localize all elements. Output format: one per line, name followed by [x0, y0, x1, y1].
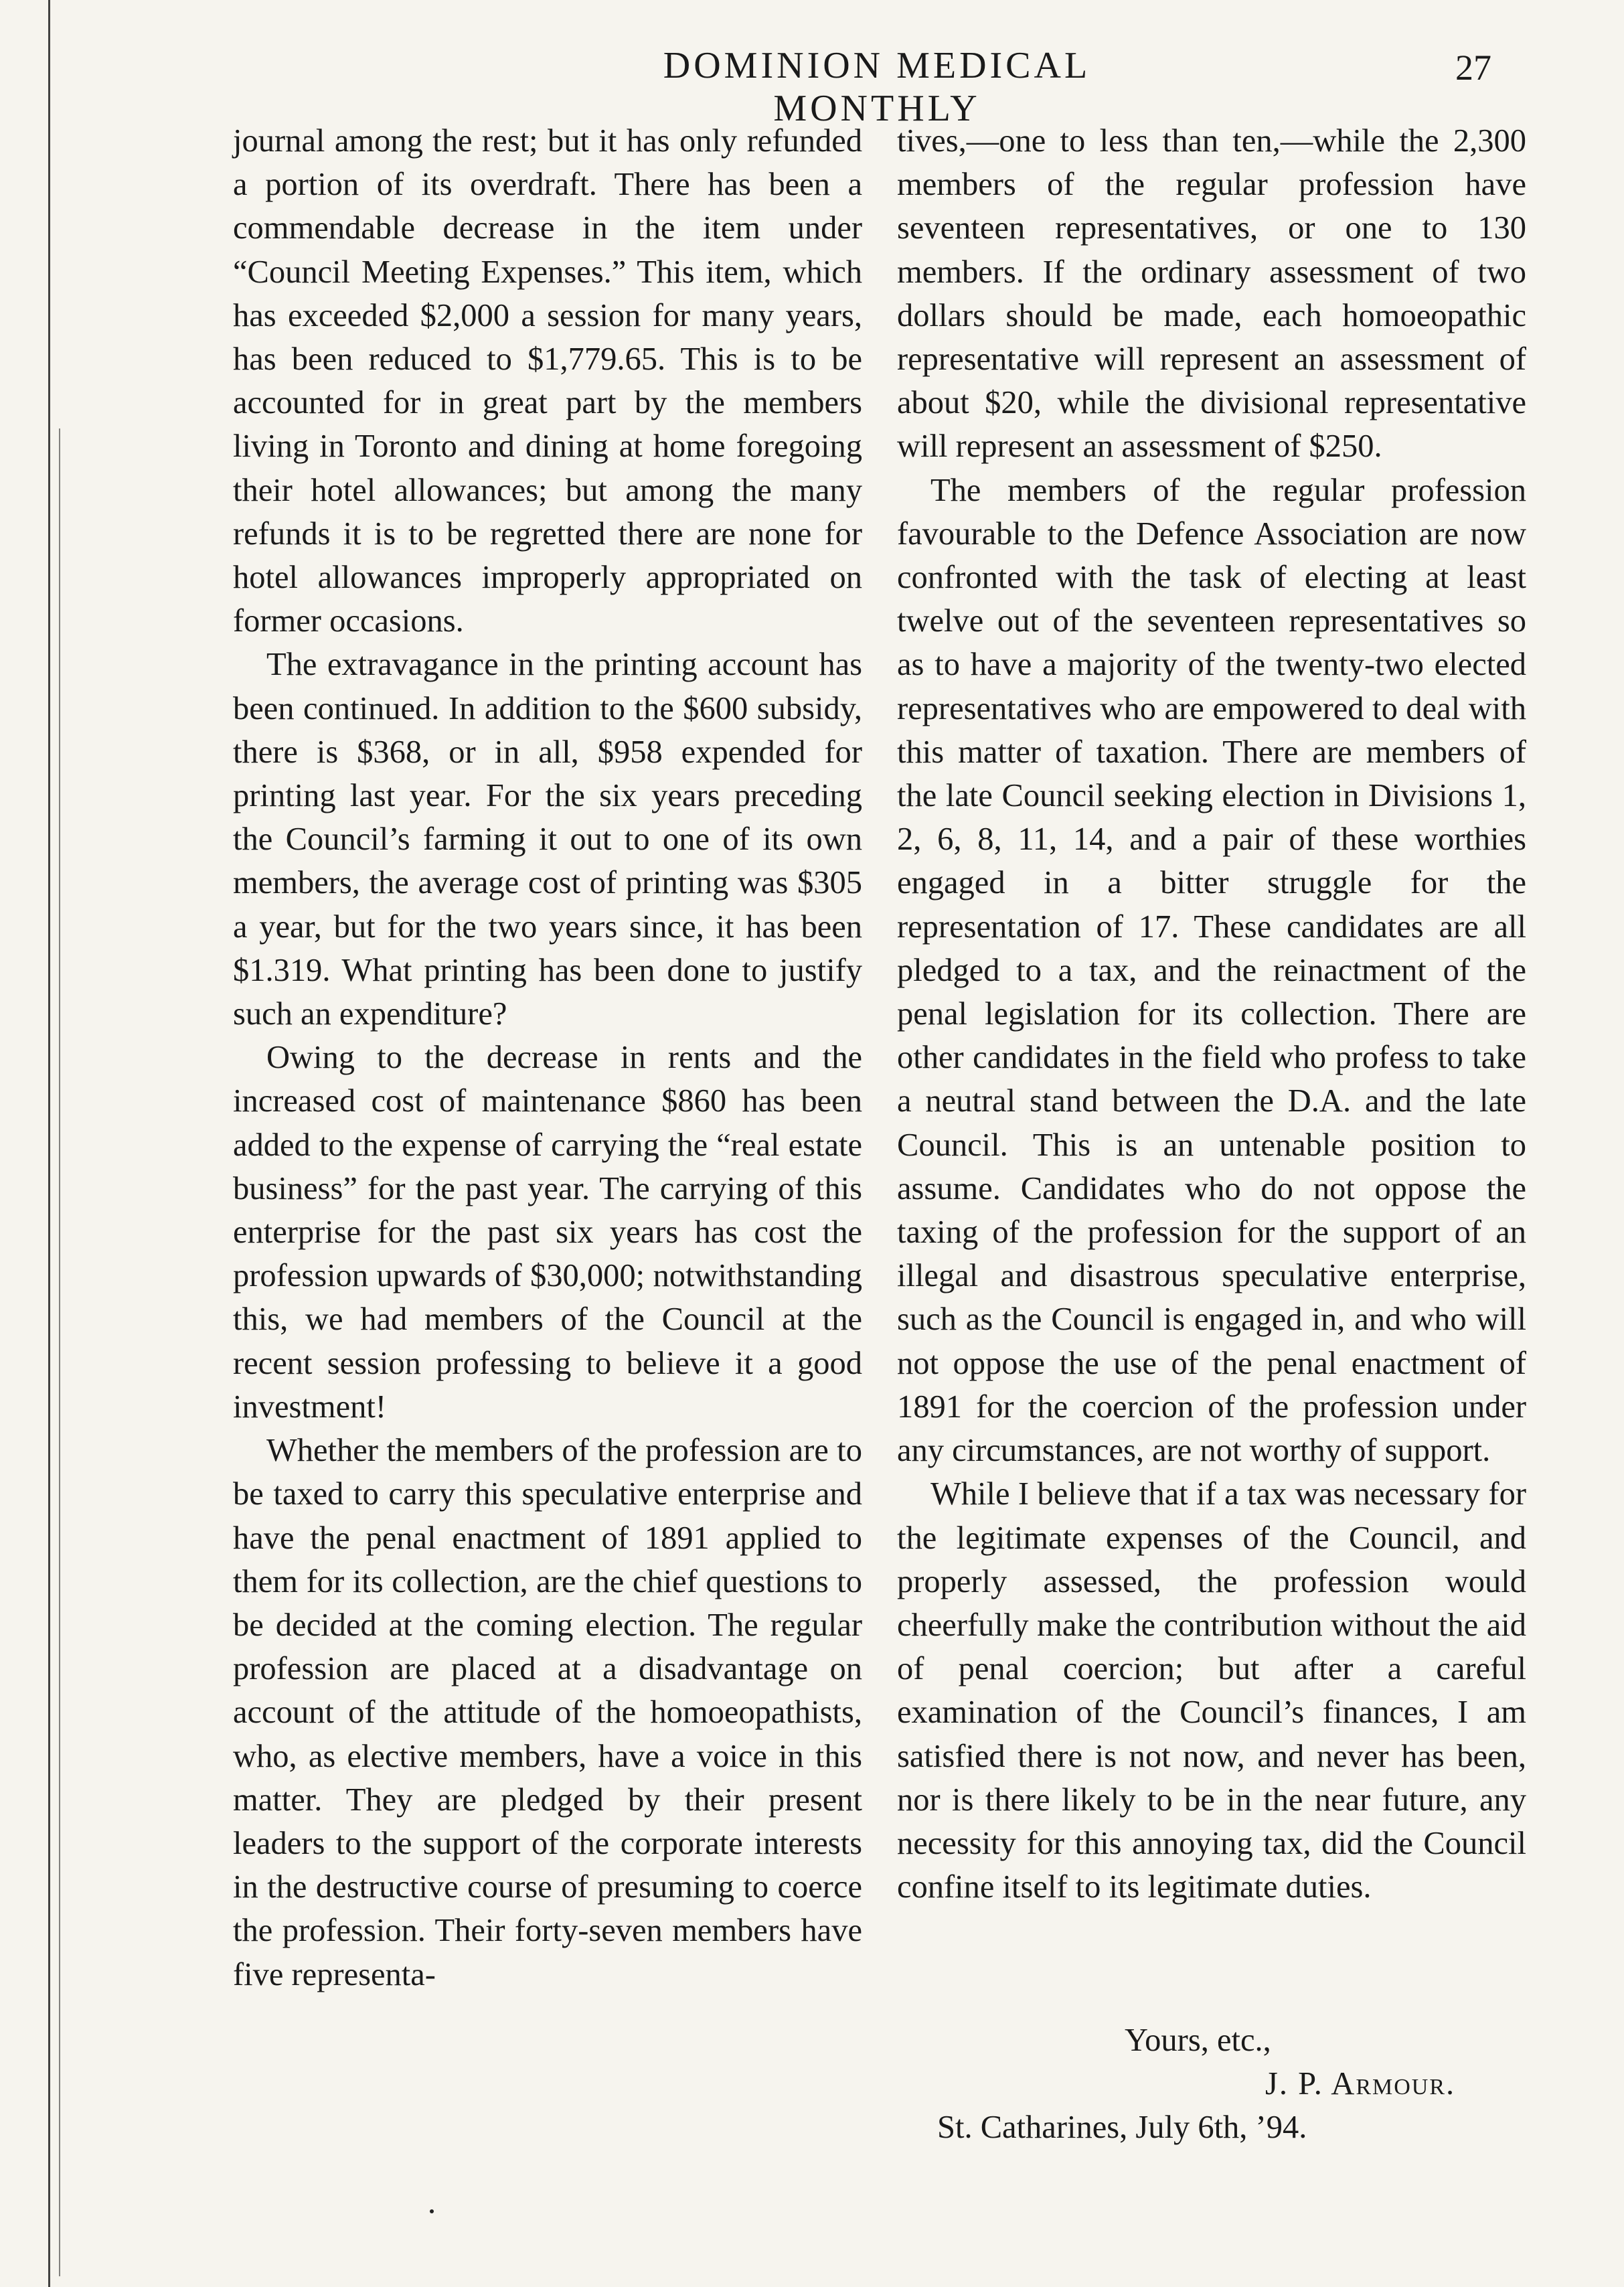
- running-header: [0, 37, 1624, 129]
- paragraph: The members of the regular profession favourable to the Defence Association are now confronted with the task of electing at least twelve out of the seventeen representatives so as to have a majority of the twenty-two elected representatives who are empowered to deal with this matter of taxation. There are members of the late Council seeking election in Divisions 1, 2, 6, 8, 11, 14, and a pair of these worthies engaged in a bitter struggle for the representation of 17. These candidates are all pledged to a tax, and the reinactment of the penal legislation for its collection. There are other candidates in the field who profess to take a neutral stand between the D.A. and the late Council. This is an untenable position to assume. Candidates who do not oppose the taxing of the profession for the support of an illegal and disastrous speculative enterprise, such as the Council is engaged in, and who will not oppose the use of the penal enactment of 1891 for the coercion of the profession under any circumstances, are not worthy of support.: [897, 472, 1526, 1469]
- paragraph: journal among the rest; but it has only refunded a portion of its overdraft. There has been a commendable decrease in the item under “Council Meeting Expenses.” This item, which has exceeded $2,000 a session for many years, has been reduced to $1,779.65. This is to be accounted for in great part by the members living in Toronto and dining at home foregoing their hotel allowances; but among the many refunds it is to be regretted there are none for hotel allowances improperly appropriated on former occasions.: [233, 123, 862, 639]
- print-speck: [430, 2209, 434, 2213]
- binding-edge-line: [48, 0, 50, 2287]
- paragraph: tives,—one to less than ten,—while the 2,300 members of the regular profession have seventeen representatives, or one to 130 members. If the ordinary assessment of two dollars should be made, each homoeopathic representative will represent an assessment of about $20, while the divisional representative will represent an assessment of $250.: [897, 123, 1526, 465]
- page-number: 27: [1455, 48, 1491, 88]
- letter-closing: Yours, etc.,: [1125, 2023, 1271, 2058]
- binding-edge-line-inner: [59, 428, 60, 2276]
- author-name: J. P. Armour.: [1265, 2066, 1456, 2102]
- journal-title: DOMINION MEDICAL MONTHLY: [663, 45, 1091, 129]
- paragraph: The extravagance in the printing account has been continued. In addition to the $600 subsidy, there is $368, or in all, $958 expended for printing last year. For the six years preceding the Council’s farming it out to one of its own members, the average cost of printing was $305 a year, but for the two years since, it has been $1.319. What printing has been done to justify such an expenditure?: [233, 647, 862, 1032]
- paragraph: Whether the members of the profession are to be taxed to carry this speculative enterprise and have the penal enactment of 1891 applied to them for its collection, are the chief questions to be decided at the coming election. The regular profession are placed at a disadvantage on account of the attitude of the homoeopathists, who, as elective members, have a voice in this matter. They are pledged by their present leaders to the support of the corporate interests in the destructive course of presuming to coerce the profession. Their forty-seven members have five representa-: [233, 1433, 862, 1992]
- place-and-date: St. Catharines, July 6th, ’94.: [937, 2110, 1307, 2145]
- left-column: [233, 119, 862, 1996]
- paragraph: While I believe that if a tax was necessary for the legitimate expenses of the Council, and properly assessed, the profession would cheerfully make the contribution without the aid of penal coercion; but after a careful examination of the Council’s finances, I am satisfied there is not now, and never has been, nor is there likely to be in the near future, any necessity for this annoying tax, did the Council confine itself to its legitimate duties.: [897, 1476, 1526, 1905]
- right-column: [897, 119, 1526, 1909]
- paragraph: Owing to the decrease in rents and the increased cost of maintenance $860 has been added to the expense of carrying the “real estate business” for the past year. The carrying of this enterprise for the past six years has cost the profession upwards of $30,000; notwithstanding this, we had members of the Council at the recent session professing to believe it a good investment!: [233, 1040, 862, 1425]
